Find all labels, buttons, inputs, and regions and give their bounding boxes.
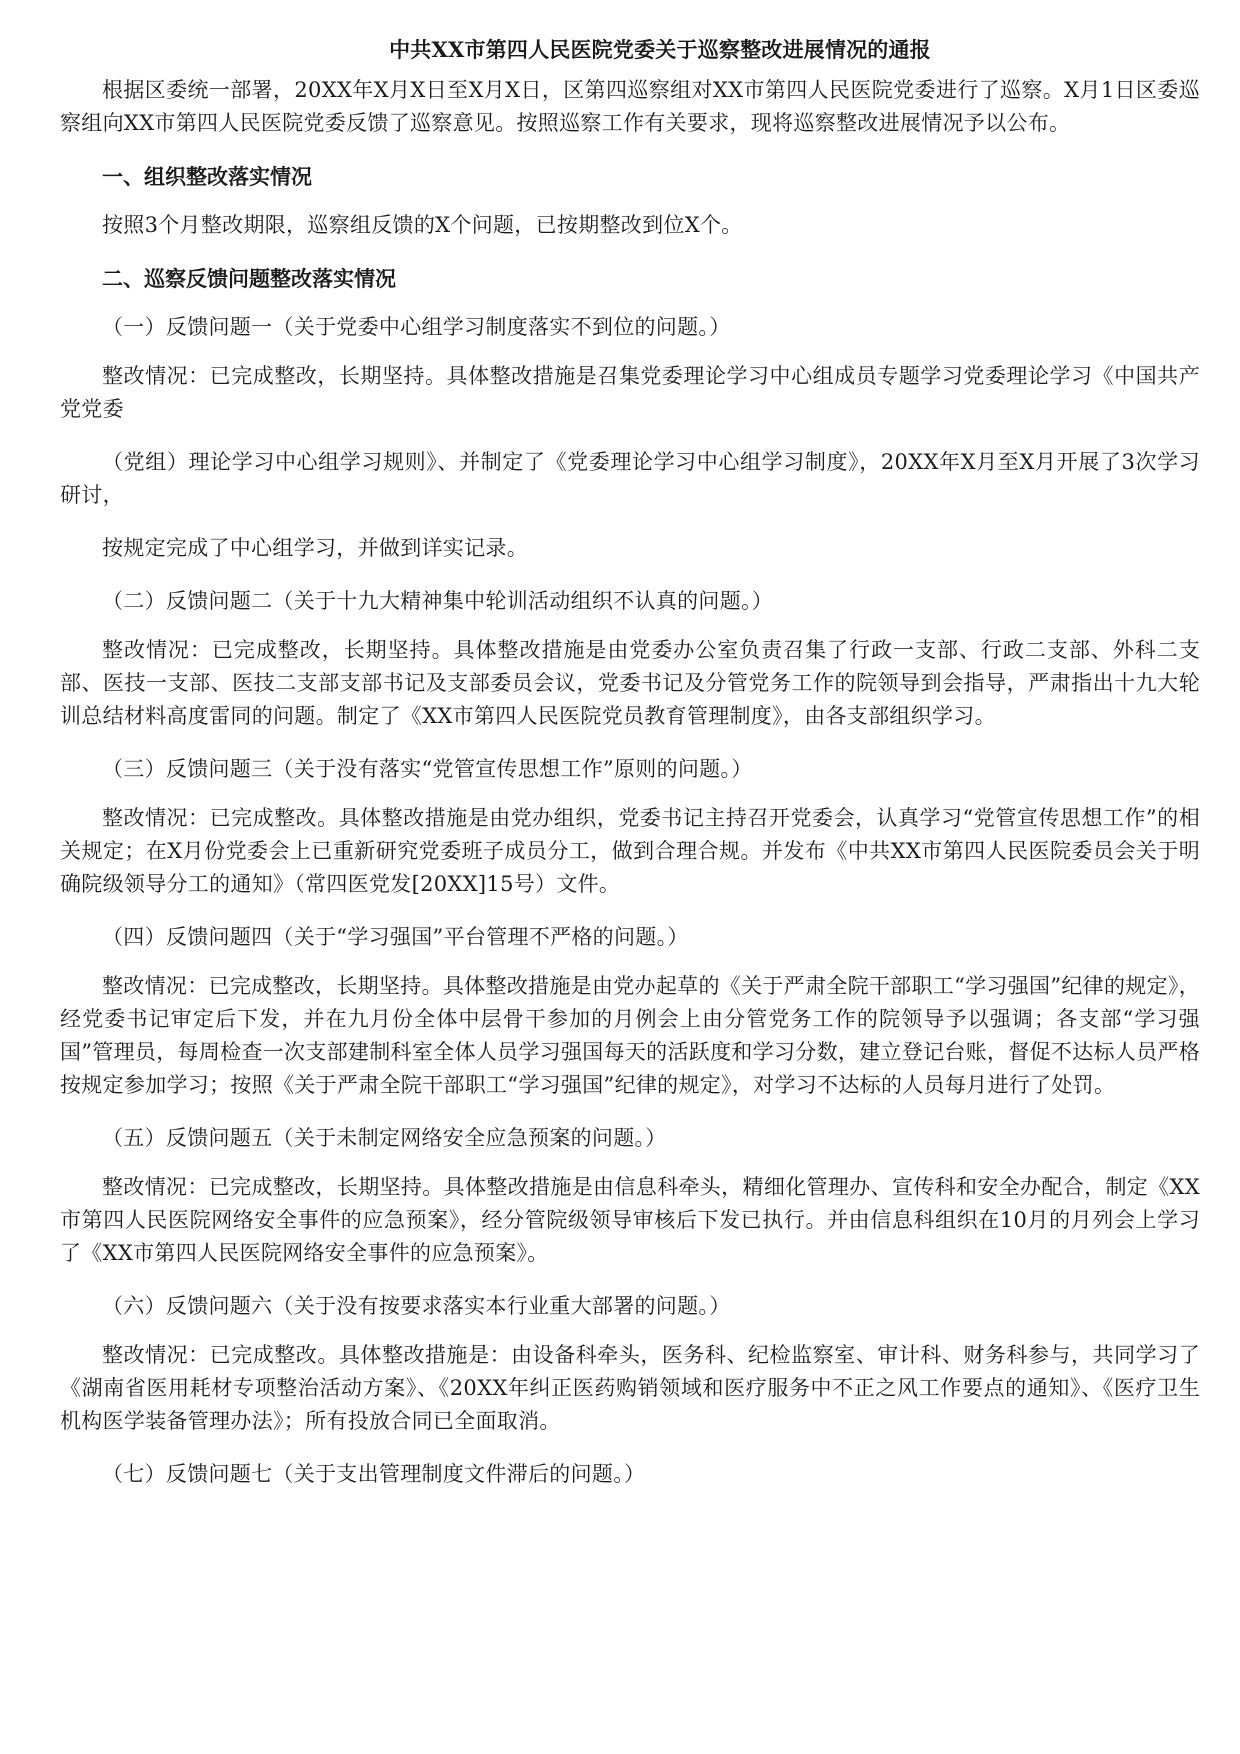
issue-4-text: 整改情况：已完成整改，长期坚持。具体整改措施是由党办起草的《关于严肃全院干部职工“学习强国”纪律的规定》，经党委书记审定后下发，并在九月份全体中层骨干参加的月例会上由分管党务工作的院领导予以强调；各支部“学习强国”管理员，每周检查一次支部建制科室全体人员学习强国每天的活跃度和学习分数，建立登记台账，督促不达标人员严格按规定参加学习；按照《关于严肃全院干部职工“学习强国”纪律的规定》，对学习不达标的人员每月进行了处罚。 bbox=[60, 974, 1200, 1097]
issue-2-text: 整改情况：已完成整改，长期坚持。具体整改措施是由党委办公室负责召集了行政一支部、行政二支部、外科二支部、医技一支部、医技二支部支部书记及支部委员会议，党委书记及分管党务工作的院领导到会指导，严肃指出十九大轮训总结材料高度雷同的问题。制定了《XX市第四人民医院党员教育管理制度》，由各支部组织学习。 bbox=[60, 638, 1200, 728]
issue-3-heading: （三）反馈问题三（关于没有落实“党管宣传思想工作”原则的问题。） bbox=[102, 757, 753, 781]
issue-2-heading: （二）反馈问题二（关于十九大精神集中轮训活动组织不认真的问题。） bbox=[102, 589, 774, 613]
issue-7-heading: （七）反馈问题七（关于支出管理制度文件滞后的问题。） bbox=[102, 1462, 646, 1486]
issue-1-heading: （一）反馈问题一（关于党委中心组学习制度落实不到位的问题。） bbox=[102, 315, 731, 339]
issue-6-heading: （六）反馈问题六（关于没有按要求落实本行业重大部署的问题。） bbox=[102, 1294, 731, 1318]
issue-4-heading: （四）反馈问题四（关于“学习强国”平台管理不严格的问题。） bbox=[102, 925, 689, 949]
issue-5-heading: （五）反馈问题五（关于未制定网络安全应急预案的问题。） bbox=[102, 1126, 667, 1150]
section-heading-feedback: 二、巡察反馈问题整改落实情况 bbox=[102, 266, 396, 291]
issue-5-text: 整改情况：已完成整改，长期坚持。具体整改措施是由信息科牵头，精细化管理办、宣传科和安全办配合，制定《XX市第四人民医院网络安全事件的应急预案》，经分管院级领导审核后下发已执行。并由信息科组织在10月的月列会上学习了《XX市第四人民医院网络安全事件的应急预案》。 bbox=[60, 1175, 1200, 1265]
document-title: 中共XX市第四人民医院党委关于巡察整改进展情况的通报 bbox=[389, 37, 931, 62]
issue-3-text: 整改情况：已完成整改。具体整改措施是由党办组织，党委书记主持召开党委会，认真学习“党管宣传思想工作”的相关规定；在X月份党委会上已重新研究党委班子成员分工，做到合理合规。并发布《中共XX市第四人民医院委员会关于明确院级领导分工的通知》（常四医党发[20XX]15号）文件。 bbox=[60, 806, 1200, 896]
document-page bbox=[60, 34, 1200, 1507]
intro-paragraph: 根据区委统一部署，20XX年X月X日至X月X日，区第四巡察组对XX市第四人民医院党委进行了巡察。X月1日区委巡察组向XX市第四人民医院党委反馈了巡察意见。按照巡察工作有关要求，现将巡察整改进展情况予以公布。 bbox=[60, 78, 1200, 135]
issue-1-text-part-1: 整改情况：已完成整改，长期坚持。具体整改措施是召集党委理论学习中心组成员专题学习党委理论学习《中国共产党党委 bbox=[60, 364, 1200, 421]
section-heading-organization: 一、组织整改落实情况 bbox=[102, 164, 312, 189]
issue-1-text-part-2: （党组）理论学习中心组学习规则》、并制定了《党委理论学习中心组学习制度》，20XX年X月至X月开展了3次学习研讨， bbox=[60, 450, 1200, 507]
issue-1-text-part-3: 按规定完成了中心组学习，并做到详实记录。 bbox=[102, 536, 528, 560]
issue-6-text: 整改情况：已完成整改。具体整改措施是：由设备科牵头，医务科、纪检监察室、审计科、财务科参与，共同学习了《湖南省医用耗材专项整治活动方案》、《20XX年纠正医药购销领域和医疗服务中不正之风工作要点的通知》、《医疗卫生机构医学装备管理办法》；所有投放合同已全面取消。 bbox=[60, 1343, 1200, 1433]
section-organization-text: 按照3个月整改期限，巡察组反馈的X个问题，已按期整改到位X个。 bbox=[102, 213, 743, 237]
